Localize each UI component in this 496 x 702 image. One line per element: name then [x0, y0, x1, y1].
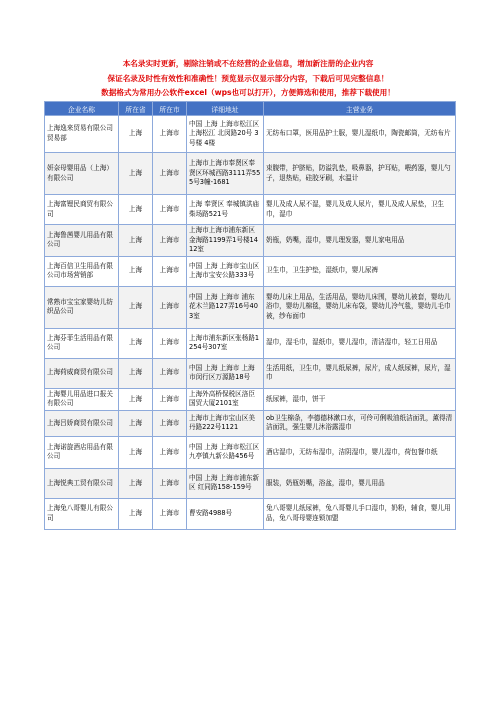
- business-cell: 生活用纸，卫生巾，婴儿纸尿裤，尿片，成人纸尿裤，尿片，湿巾: [264, 358, 456, 388]
- city-cell: 上海市: [153, 468, 187, 498]
- province-cell: 上海: [119, 328, 153, 358]
- company-name-cell: 上海芬菲生活用品有限公司: [45, 328, 119, 358]
- city-cell: 上海市: [153, 116, 187, 153]
- business-cell: 服装，奶瓶奶嘴，浴盆，湿巾，婴儿用品: [264, 468, 456, 498]
- province-cell: 上海: [119, 286, 153, 328]
- company-name-cell: 上海逸来贸易有限公司贸易部: [45, 116, 119, 153]
- province-cell: 上海: [119, 436, 153, 468]
- table-row: [45, 286, 456, 328]
- business-cell: 婴儿及成人尿不湿，婴儿及成人尿片，婴儿及成人尿垫，卫生巾，湿巾: [264, 195, 456, 225]
- table-body: [45, 116, 456, 530]
- province-cell: 上海: [119, 195, 153, 225]
- province-cell: 上海: [119, 498, 153, 529]
- address-cell: 中国 上海 上海市松江区 九亭镇九新公路456号: [187, 436, 264, 468]
- table-row: [45, 498, 456, 529]
- company-name-cell: 上海荷威商贸有限公司: [45, 358, 119, 388]
- address-cell: 上海 奉贤区 奉城镇洪庙柴场路521号: [187, 195, 264, 225]
- table-row: [45, 328, 456, 358]
- table-row: [45, 388, 456, 410]
- city-cell: 上海市: [153, 328, 187, 358]
- province-cell: 上海: [119, 116, 153, 153]
- address-cell: 中国 上海 上海市 浦东花木兰路127弄16号403室: [187, 286, 264, 328]
- city-cell: 上海市: [153, 388, 187, 410]
- address-cell: 上海市上海市宝山区美丹路222号1121: [187, 410, 264, 436]
- company-name-cell: 上海富锂民商贸有限公司: [45, 195, 119, 225]
- city-cell: 上海市: [153, 256, 187, 286]
- table-row: [45, 153, 456, 195]
- city-cell: 上海市: [153, 358, 187, 388]
- company-name-cell: 上海诺旋酒店用品有限公司: [45, 436, 119, 468]
- province-cell: 上海: [119, 358, 153, 388]
- company-name-cell: 常熟市宝宝家婴幼儿纺织品公司: [45, 286, 119, 328]
- table-row: [45, 410, 456, 436]
- province-cell: 上海: [119, 225, 153, 257]
- business-cell: 湿巾，湿毛巾，湿纸巾，婴儿湿巾，清洁湿巾，轻工日用品: [264, 328, 456, 358]
- table-row: [45, 116, 456, 153]
- business-cell: 纸尿裤，湿巾，饼干: [264, 388, 456, 410]
- city-cell: 上海市: [153, 225, 187, 257]
- company-table: [44, 101, 456, 530]
- address-cell: 上海市上海市浦东新区 金海路1199弄1号楼1412室: [187, 225, 264, 257]
- province-cell: 上海: [119, 153, 153, 195]
- business-cell: 束腹带，护脐贴，防溢乳垫，吸鼻器，护耳贴，喂药器，婴儿勺子，退热贴，硅胶牙刷，水温计: [264, 153, 456, 195]
- company-name-cell: 上海悦典工贸有限公司: [45, 468, 119, 498]
- city-cell: 上海市: [153, 153, 187, 195]
- city-cell: 上海市: [153, 436, 187, 468]
- business-cell: 奶瓶，奶嘴，湿巾，婴儿理发器，婴儿家电用品: [264, 225, 456, 257]
- business-cell: 兔八哥婴儿纸尿裤，兔八哥婴儿手口湿巾，奶粉，辅食，婴儿用品，兔八哥母婴连锁加盟: [264, 498, 456, 529]
- company-name-cell: 上海百信卫生用品有限公司市场营销部: [45, 256, 119, 286]
- business-cell: 婴幼儿床上用品，生活用品，婴幼儿床围，婴幼儿被套，婴幼儿浴巾，婴幼儿棉毯，婴幼儿床布袋，婴幼儿冷气毯，婴幼儿毛巾被，纱布面巾: [264, 286, 456, 328]
- city-cell: 上海市: [153, 498, 187, 529]
- business-cell: 卫生巾，卫生护垫，湿纸巾，婴儿尿裤: [264, 256, 456, 286]
- notice-line-1: 本名录实时更新，剔除注销或不在经营的企业信息，增加新注册的企业内容: [122, 59, 374, 68]
- address-cell: 中国 上海 上海市宝山区 上海市宝安公路333号: [187, 256, 264, 286]
- table-header-row: [45, 102, 456, 116]
- header-province: 所在省: [119, 102, 153, 116]
- address-cell: 上海市上海市奉贤区奉贤区环城西路3111弄555号3幢-1681: [187, 153, 264, 195]
- city-cell: 上海市: [153, 195, 187, 225]
- table-row: [45, 225, 456, 257]
- province-cell: 上海: [119, 468, 153, 498]
- table-row: [45, 256, 456, 286]
- table-row: [45, 468, 456, 498]
- address-cell: 曹安路4988号: [187, 498, 264, 529]
- table-row: [45, 436, 456, 468]
- company-name-cell: 上海婴儿用品进口报关有限公司: [45, 388, 119, 410]
- notice-line-2: 保证名录及时性有效性和准确性！预览显示仅显示部分内容，下载后可见完整信息！: [107, 74, 389, 83]
- province-cell: 上海: [119, 256, 153, 286]
- business-cell: ob卫生棉条，李德德林漱口水，可伶可俐吸油纸洁面乳，薰得清洁面乳，强生婴儿沐浴露湿巾: [264, 410, 456, 436]
- city-cell: 上海市: [153, 410, 187, 436]
- address-cell: 中国 上海 上海市 上海市闵行区万源路18号: [187, 358, 264, 388]
- city-cell: 上海市: [153, 286, 187, 328]
- address-cell: 中国 上海 上海市浦东新区 红同路158-159号: [187, 468, 264, 498]
- table-row: [45, 195, 456, 225]
- company-name-cell: 上海鲁茜婴儿用品有限公司: [45, 225, 119, 257]
- business-cell: 无纺布口罩，医用品护士服，婴儿湿纸巾，陶瓷邮筒，无纺布片: [264, 116, 456, 153]
- header-city: 所在市: [153, 102, 187, 116]
- company-name-cell: 妍奈母婴用品（上海）有限公司: [45, 153, 119, 195]
- business-cell: 酒店湿巾，无纺布湿巾，洁阴湿巾，婴儿湿巾，荷包餐巾纸: [264, 436, 456, 468]
- address-cell: 上海市浦东新区张杨路1254号307室: [187, 328, 264, 358]
- province-cell: 上海: [119, 410, 153, 436]
- company-name-cell: 上海兔八哥婴儿有限公司: [45, 498, 119, 529]
- notice-line-3: 数据格式为常用办公软件excel（wps也可以打开），方便筛选和使用，推荐下载使用！: [101, 88, 395, 97]
- company-name-cell: 上海吕娇商贸有限公司: [45, 410, 119, 436]
- province-cell: 上海: [119, 388, 153, 410]
- header-address: 详细地址: [187, 102, 264, 116]
- header-business: 主营业务: [264, 102, 456, 116]
- table-row: [45, 358, 456, 388]
- header-company-name: 企业名称: [45, 102, 119, 116]
- address-cell: 中国 上海 上海市松江区 上海松江 北闵路20号 3号楼 4楼: [187, 116, 264, 153]
- address-cell: 上海外高桥保税区洛臣国贸大厦2101室: [187, 388, 264, 410]
